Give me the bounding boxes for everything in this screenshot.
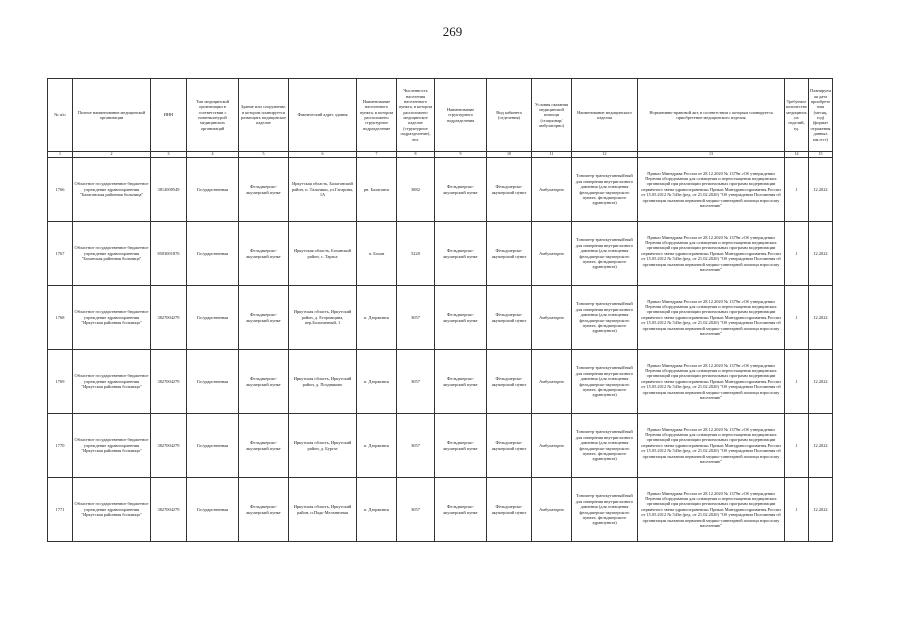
column-header: Численность населения населенного пункта, в котором расположено медицинское изделие (структурное подразделение), чел. <box>397 79 435 152</box>
purchase-date: 12.2022 <box>809 286 833 350</box>
legal-act: Приказ Минздрава России от 28.12.2020 № 1379н «Об утверждении Перечня оборудования для оснащения и переоснащения медицинских организаций при реализации региональных программ модернизации первичного звена здравоохранения» Приказ Минздравсоцразвития России от 15.05.2012 № 543н (ред. от 21.02.2020) "Об утверждении Положения об организации оказания первичной медико-санитарной помощи взрослому населению" <box>638 414 785 478</box>
org-name: Областное государственное бюджетное учреждение здравоохранения "Иркутская районная больница" <box>73 414 151 478</box>
org-name: Областное государственное бюджетное учреждение здравоохранения "Иркутская районная больница" <box>73 350 151 414</box>
cabinet: Фельдшерско-акушерский пункт <box>487 222 532 286</box>
org-name: Областное государственное бюджетное учреждение здравоохранения "Балаганская районная больница" <box>73 158 151 222</box>
cabinet: Фельдшерско-акушерский пункт <box>487 414 532 478</box>
medical-devices-table <box>47 78 833 542</box>
purchase-date: 12.2022 <box>809 414 833 478</box>
cabinet: Фельдшерско-акушерский пункт <box>487 478 532 542</box>
subdivision: Фельдшерско-акушерский пункт <box>435 478 487 542</box>
address: Иркутская область, Иркутский район, п.Падь-Мельничная <box>289 478 357 542</box>
conditions: Амбулаторно <box>532 350 572 414</box>
population: 3882 <box>397 158 435 222</box>
quantity: 1 <box>785 350 809 414</box>
legal-act: Приказ Минздрава России от 28.12.2020 № 1379н «Об утверждении Перечня оборудования для оснащения и переоснащения медицинских организаций при реализации региональных программ модернизации первичного звена здравоохранения» Приказ Минздравсоцразвития России от 15.05.2012 № 543н (ред. от 21.02.2020) "Об утверждении Положения об организации оказания первичной медико-санитарной помощи взрослому населению" <box>638 478 785 542</box>
row-number: 1766 <box>48 158 73 222</box>
column-number: 9 <box>435 152 487 158</box>
cabinet: Фельдшерско-акушерский пункт <box>487 350 532 414</box>
column-header: Условия оказания медицинской помощи (стационар/амбулаторно) <box>532 79 572 152</box>
quantity: 1 <box>785 414 809 478</box>
building: Фельдшерско-акушерский пункт <box>239 222 289 286</box>
conditions: Амбулаторно <box>532 286 572 350</box>
org-type: Государственная <box>187 158 239 222</box>
population: 3057 <box>397 414 435 478</box>
building: Фельдшерско-акушерский пункт <box>239 478 289 542</box>
org-type: Государственная <box>187 478 239 542</box>
column-number: 4 <box>187 152 239 158</box>
column-header: Наименование структурного подразделения <box>435 79 487 152</box>
conditions: Амбулаторно <box>532 414 572 478</box>
quantity: 1 <box>785 286 809 350</box>
inn: 8503001870 <box>151 222 187 286</box>
row-number: 1767 <box>48 222 73 286</box>
legal-act: Приказ Минздрава России от 28.12.2020 № 1379н «Об утверждении Перечня оборудования для оснащения и переоснащения медицинских организаций при реализации региональных программ модернизации первичного звена здравоохранения» Приказ Минздравсоцразвития России от 15.05.2012 № 543н (ред. от 21.02.2020) "Об утверждении Положения об организации оказания первичной медико-санитарной помощи взрослому населению" <box>638 286 785 350</box>
quantity: 1 <box>785 158 809 222</box>
building: Фельдшерско-акушерский пункт <box>239 350 289 414</box>
purchase-date: 12.2022 <box>809 158 833 222</box>
column-number: 15 <box>809 152 833 158</box>
table-row <box>48 414 833 478</box>
column-number: 6 <box>289 152 357 158</box>
device: Тонометр транскутанный/ный для измерения внутриглазного давления (для оснащения фельдшерско-акушерского пункта, фельдшерского здравпункта) <box>572 414 638 478</box>
org-type: Государственная <box>187 286 239 350</box>
row-number: 1770 <box>48 414 73 478</box>
column-header: Полное наименование медицинской организации <box>73 79 151 152</box>
legal-act: Приказ Минздрава России от 28.12.2020 № 1379н «Об утверждении Перечня оборудования для оснащения и переоснащения медицинских организаций при реализации региональных программ модернизации первичного звена здравоохранения» Приказ Минздравсоцразвития России от 15.05.2012 № 543н (ред. от 21.02.2020) "Об утверждении Положения об организации оказания первичной медико-санитарной помощи взрослому населению" <box>638 222 785 286</box>
population: 3057 <box>397 350 435 414</box>
legal-act: Приказ Минздрава России от 28.12.2020 № 1379н «Об утверждении Перечня оборудования для оснащения и переоснащения медицинских организаций при реализации региональных программ модернизации первичного звена здравоохранения» Приказ Минздравсоцразвития России от 15.05.2012 № 543н (ред. от 21.02.2020) "Об утверждении Положения об организации оказания первичной медико-санитарной помощи взрослому населению" <box>638 158 785 222</box>
column-header: Нормативно-правовой акт, в соответствии с которым планируется приобретение медицинского изделия <box>638 79 785 152</box>
population: 5220 <box>397 222 435 286</box>
settlement: п. Бохан <box>357 222 397 286</box>
quantity: 1 <box>785 222 809 286</box>
table-row <box>48 350 833 414</box>
column-number: 12 <box>572 152 638 158</box>
population: 3057 <box>397 478 435 542</box>
subdivision: Фельдшерско-акушерский пункт <box>435 158 487 222</box>
settlement: п. Дзержинск <box>357 350 397 414</box>
building: Фельдшерско-акушерский пункт <box>239 286 289 350</box>
column-number: 8 <box>397 152 435 158</box>
subdivision: Фельдшерско-акушерский пункт <box>435 222 487 286</box>
conditions: Амбулаторно <box>532 222 572 286</box>
org-type: Государственная <box>187 350 239 414</box>
header-row <box>48 79 833 152</box>
column-number: 1 <box>48 152 73 158</box>
building: Фельдшерско-акушерский пункт <box>239 158 289 222</box>
cabinet: Фельдшерско-акушерский пункт <box>487 286 532 350</box>
inn: 3827004279 <box>151 478 187 542</box>
address: Иркутская область, Иркутский район, д. Бургаз <box>289 414 357 478</box>
quantity: 1 <box>785 478 809 542</box>
purchase-date: 12.2022 <box>809 222 833 286</box>
table-row <box>48 222 833 286</box>
column-number: 7 <box>357 152 397 158</box>
purchase-date: 12.2022 <box>809 350 833 414</box>
settlement: рн. Балаганск <box>357 158 397 222</box>
conditions: Амбулаторно <box>532 158 572 222</box>
subdivision: Фельдшерско-акушерский пункт <box>435 286 487 350</box>
inn: 3812000549 <box>151 158 187 222</box>
org-type: Государственная <box>187 414 239 478</box>
address: Иркутская область, Иркутский район, д. Поздняково <box>289 350 357 414</box>
device: Тонометр транскутанный/ный для измерения внутриглазного давления (для оснащения фельдшерско-акушерского пункта, фельдшерского здравпункта) <box>572 158 638 222</box>
column-header: Фактический адрес здания <box>289 79 357 152</box>
column-header: Здание или сооружение, в котором планируется размещать медицинское изделие <box>239 79 289 152</box>
table-row <box>48 158 833 222</box>
device: Тонометр транскутанный/ный для измерения внутриглазного давления (для оснащения фельдшерско-акушерского пункта, фельдшерского здравпункта) <box>572 350 638 414</box>
building: Фельдшерско-акушерский пункт <box>239 414 289 478</box>
inn: 3827004279 <box>151 414 187 478</box>
row-number: 1771 <box>48 478 73 542</box>
column-header: Требуемое количество медицинских изделий, ед. <box>785 79 809 152</box>
subdivision: Фельдшерско-акушерский пункт <box>435 414 487 478</box>
column-header: ИНН <box>151 79 187 152</box>
address: Иркутская область, Боханский район, с. Тараса <box>289 222 357 286</box>
org-name: Областное государственное бюджетное учреждение здравоохранения "Иркутская районная больница" <box>73 286 151 350</box>
address: Иркутская область, Иркутский район, д. Егоровщина, пер.Больничный, 1 <box>289 286 357 350</box>
column-header: № п/п <box>48 79 73 152</box>
population: 3057 <box>397 286 435 350</box>
column-header: Наименование медицинского изделия <box>572 79 638 152</box>
org-name: Областное государственное бюджетное учреждение здравоохранения "Боханская районная больница" <box>73 222 151 286</box>
address: Иркутская область, Балаганский район, п. Тальники, ул.Гагарина, 1А <box>289 158 357 222</box>
table-row <box>48 286 833 350</box>
settlement: п. Дзержинск <box>357 478 397 542</box>
device: Тонометр транскутанный/ный для измерения внутриглазного давления (для оснащения фельдшерско-акушерского пункта, фельдшерского здравпункта) <box>572 478 638 542</box>
inn: 3827004279 <box>151 286 187 350</box>
table-row <box>48 478 833 542</box>
conditions: Амбулаторно <box>532 478 572 542</box>
column-header: Вид кабинета (отделения) <box>487 79 532 152</box>
column-number: 2 <box>73 152 151 158</box>
column-number: 13 <box>638 152 785 158</box>
column-number: 14 <box>785 152 809 158</box>
row-number: 1769 <box>48 350 73 414</box>
org-name: Областное государственное бюджетное учреждение здравоохранения "Иркутская районная больница" <box>73 478 151 542</box>
column-number: 10 <box>487 152 532 158</box>
page-number: 269 <box>442 24 463 39</box>
subdivision: Фельдшерско-акушерский пункт <box>435 350 487 414</box>
settlement: п. Дзержинск <box>357 286 397 350</box>
org-type: Государственная <box>187 222 239 286</box>
device: Тонометр транскутанный/ный для измерения внутриглазного давления (для оснащения фельдшерско-акушерского пункта, фельдшерского здравпункта) <box>572 222 638 286</box>
column-header: Наименование населенного пункта, в котором расположено структурное подразделение <box>357 79 397 152</box>
row-number: 1768 <box>48 286 73 350</box>
settlement: п. Дзержинск <box>357 414 397 478</box>
device: Тонометр транскутанный/ный для измерения внутриглазного давления (для оснащения фельдшерско-акушерского пункта, фельдшерского здравпункта) <box>572 286 638 350</box>
cabinet: Фельдшерско-акушерский пункт <box>487 158 532 222</box>
column-number: 11 <box>532 152 572 158</box>
inn: 3827004279 <box>151 350 187 414</box>
purchase-date: 12.2022 <box>809 478 833 542</box>
legal-act: Приказ Минздрава России от 28.12.2020 № 1379н «Об утверждении Перечня оборудования для оснащения и переоснащения медицинских организаций при реализации региональных программ модернизации первичного звена здравоохранения» Приказ Минздравсоцразвития России от 15.05.2012 № 543н (ред. от 21.02.2020) "Об утверждении Положения об организации оказания первичной медико-санитарной помощи взрослому населению" <box>638 350 785 414</box>
column-header: Планируемая дата приобретения (месяц, год) (формат отражения данных мм.гггг) <box>809 79 833 152</box>
column-number: 5 <box>239 152 289 158</box>
column-header: Тип медицинской организации в соответствии с номенклатурой медицинских организаций <box>187 79 239 152</box>
column-number: 3 <box>151 152 187 158</box>
